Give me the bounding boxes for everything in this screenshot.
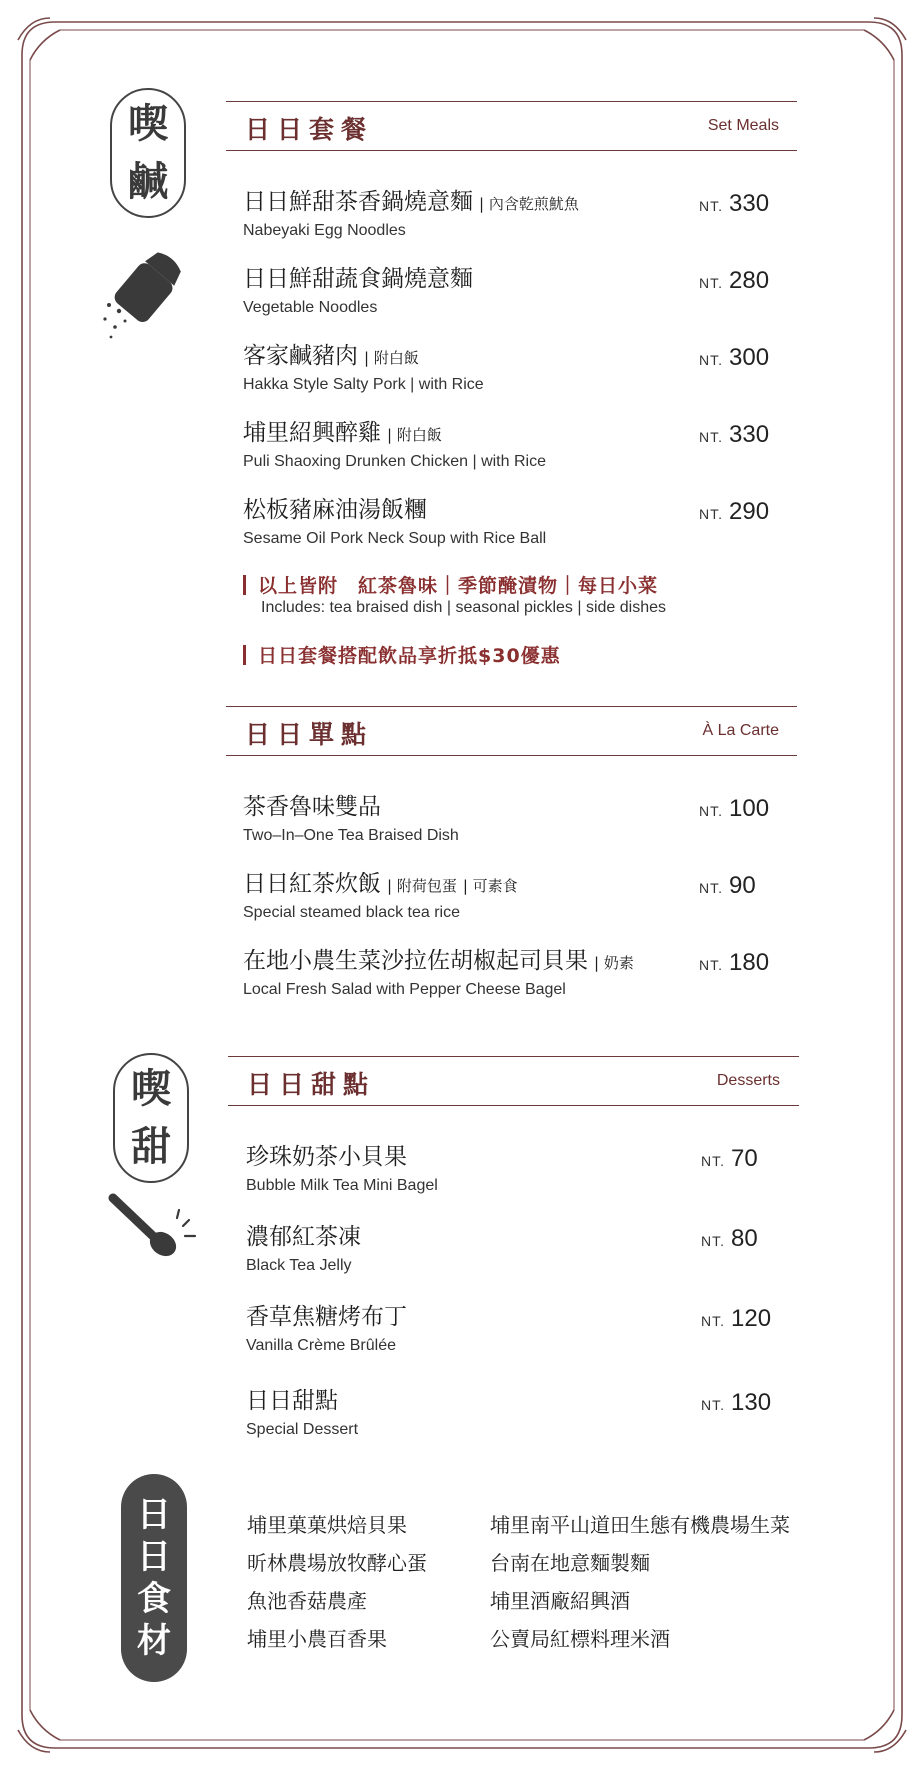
menu-item (243, 942, 703, 999)
item-note: | 附白飯 (364, 349, 419, 367)
item-price: NT. 330 (699, 421, 770, 448)
item-price: NT. 70 (701, 1145, 758, 1172)
section-rule (226, 755, 797, 756)
item-name-en: Vegetable Noodles (243, 299, 378, 316)
item-note: | 內含乾煎魷魚 (479, 195, 579, 213)
item-price: NT. 180 (699, 949, 770, 976)
ingredient-item: 埔里酒廠紹興酒 (490, 1589, 630, 1613)
salt-shaker-icon (95, 245, 195, 345)
item-name: 濃郁紅茶凍 (246, 1224, 361, 1250)
badge-char: 鹹 (128, 158, 168, 205)
menu-item (246, 1138, 706, 1195)
item-note: | 附荷包蛋 (387, 877, 457, 895)
section-title-en: À La Carte (702, 722, 779, 739)
badge-char: 材 (137, 1621, 171, 1661)
item-name: 香草焦糖烤布丁 (246, 1304, 407, 1330)
item-name: 松板豬麻油湯飯糰 (243, 497, 427, 523)
item-name: 日日紅茶炊飯 (243, 871, 381, 897)
badge-char: 日 (137, 1495, 171, 1535)
menu-item (243, 183, 703, 240)
ingredient-item: 魚池香菇農產 (247, 1589, 367, 1613)
section-rule (228, 1056, 799, 1057)
ingredient-item: 埔里小農百香果 (247, 1627, 387, 1651)
item-name-en: Two–In–One Tea Braised Dish (243, 827, 459, 844)
item-name-en: Bubble Milk Tea Mini Bagel (246, 1177, 438, 1194)
item-name: 日日鮮甜蔬食鍋燒意麵 (243, 266, 473, 292)
item-price: NT. 130 (701, 1389, 772, 1416)
item-price: NT. 290 (699, 498, 770, 525)
section-title-en: Set Meals (707, 117, 779, 134)
ingredient-item: 埔里南平山道田生態有機農場生菜 (490, 1513, 790, 1537)
menu-item (243, 491, 703, 548)
item-price: NT. 90 (699, 872, 756, 899)
menu-item (246, 1218, 706, 1275)
set-meal-includes-note-en: Includes: tea braised dish | seasonal pickles | side dishes (261, 599, 666, 616)
item-price: NT. 120 (701, 1305, 772, 1332)
badge-char: 喫 (128, 100, 168, 147)
item-name-en: Black Tea Jelly (246, 1257, 352, 1274)
item-name-en: Special steamed black tea rice (243, 904, 460, 921)
ingredient-item: 埔里菓菓烘焙貝果 (247, 1513, 407, 1537)
menu-item (246, 1382, 706, 1439)
item-name: 日日鮮甜茶香鍋燒意麵 (243, 189, 473, 215)
menu-item (243, 414, 703, 471)
item-price: NT. 80 (701, 1225, 758, 1252)
menu-item (243, 337, 703, 394)
section-title-a-la-carte: 日日單點 (245, 720, 374, 749)
item-name-en: Local Fresh Salad with Pepper Cheese Bagel (243, 981, 566, 998)
sweet-badge (113, 1053, 189, 1183)
item-price: NT. 300 (699, 344, 770, 371)
item-name: 埔里紹興醉雞 (243, 420, 381, 446)
spoon-icon (105, 1190, 205, 1260)
item-name: 客家鹹豬肉 (243, 343, 358, 369)
item-price: NT. 330 (699, 190, 770, 217)
salty-badge (110, 88, 186, 218)
ingredients-badge (121, 1474, 187, 1682)
menu-item (246, 1298, 706, 1355)
ingredient-item: 台南在地意麵製麵 (490, 1551, 650, 1575)
badge-char: 日 (137, 1537, 171, 1577)
item-note: | 附白飯 (387, 426, 442, 444)
item-name-en: Puli Shaoxing Drunken Chicken | with Rice (243, 453, 546, 470)
badge-char: 甜 (131, 1123, 171, 1170)
item-name-en: Special Dessert (246, 1421, 359, 1438)
item-name-en: Vanilla Crème Brûlée (246, 1337, 396, 1354)
badge-char: 喫 (131, 1065, 171, 1112)
badge-char: 食 (137, 1579, 171, 1619)
ingredient-item: 昕林農場放牧酵心蛋 (247, 1551, 427, 1575)
item-price: NT. 280 (699, 267, 770, 294)
section-title-desserts: 日日甜點 (247, 1070, 376, 1099)
item-name-en: Sesame Oil Pork Neck Soup with Rice Ball (243, 530, 547, 547)
menu-item (243, 865, 703, 922)
item-name: 茶香魯味雙品 (243, 794, 381, 820)
item-name-en: Nabeyaki Egg Noodles (243, 222, 406, 239)
section-title-set-meals: 日日套餐 (245, 115, 374, 144)
item-name-en: Hakka Style Salty Pork | with Rice (243, 376, 484, 393)
item-note: | 奶素 (594, 954, 634, 972)
drink-discount-note: 日日套餐搭配飲品享折抵$30優惠 (243, 641, 561, 668)
section-rule (228, 1105, 799, 1106)
section-rule (226, 150, 797, 151)
item-price: NT. 100 (699, 795, 770, 822)
item-name: 在地小農生菜沙拉佐胡椒起司貝果 (243, 948, 588, 974)
menu-item (243, 788, 703, 845)
ingredient-item: 公賣局紅標料理米酒 (490, 1627, 670, 1651)
item-note: | 可素食 (463, 877, 518, 895)
item-name: 日日甜點 (246, 1388, 338, 1414)
item-name: 珍珠奶茶小貝果 (246, 1144, 407, 1170)
menu-item (243, 260, 703, 317)
section-title-en: Desserts (716, 1072, 780, 1089)
set-meal-includes-note: 以上皆附 紅茶魯味｜季節醃漬物｜每日小菜 (243, 571, 658, 598)
section-rule (226, 101, 797, 102)
section-rule (226, 706, 797, 707)
